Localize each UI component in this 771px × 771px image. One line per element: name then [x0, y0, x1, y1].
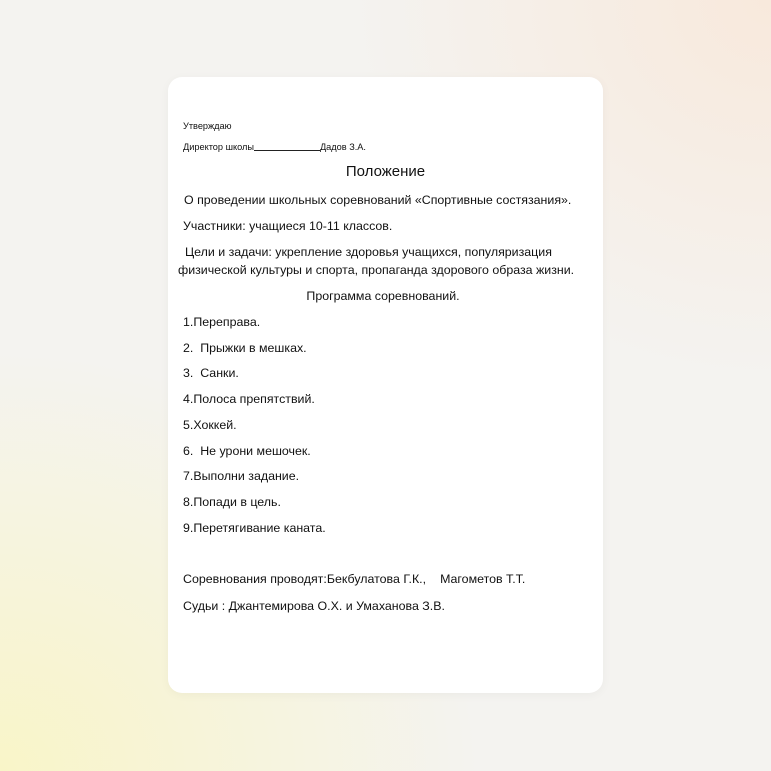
program-item: 9.Перетягивание каната.	[183, 521, 326, 535]
signature-blank	[254, 141, 320, 151]
approval-label: Утверждаю	[183, 121, 232, 131]
goals-line-2: физической культуры и спорта, пропаганда здорового образа жизни.	[178, 263, 575, 277]
organizer-name: Магометов Т.Т.	[440, 572, 526, 586]
participants-line: Участники: учащиеся 10-11 классов.	[183, 219, 393, 233]
director-name: Дадов З.А.	[319, 142, 366, 152]
program-item: 7.Выполни задание.	[183, 469, 300, 483]
program-heading: Программа соревнований.	[306, 289, 460, 303]
document-subject: О проведении школьных соревнований «Спортивные состязания».	[184, 193, 572, 207]
document-page	[168, 77, 603, 693]
organizers-line	[183, 571, 525, 587]
document-title: Положение	[345, 163, 426, 180]
program-item: 8.Попади в цель.	[183, 495, 281, 509]
program-item: 5.Хоккей.	[183, 418, 237, 432]
director-signature-line	[183, 141, 366, 153]
judges-line: Судьи : Джантемирова О.Х. и Умаханова З.В.	[183, 599, 445, 613]
organizer-name: Бекбулатова Г.К.,	[326, 572, 427, 586]
director-label: Директор школы	[183, 142, 254, 152]
program-item: 3. Санки.	[183, 366, 239, 380]
goals-line-1: Цели и задачи: укрепление здоровья учащихся, популяризация	[185, 245, 552, 259]
program-item: 1.Переправа.	[183, 315, 261, 329]
program-item: 4.Полоса препятствий.	[183, 392, 315, 406]
program-item: 2. Прыжки в мешках.	[183, 341, 307, 355]
program-item: 6. Не урони мешочек.	[183, 444, 311, 458]
organizers-label: Соревнования проводят:	[183, 572, 327, 586]
